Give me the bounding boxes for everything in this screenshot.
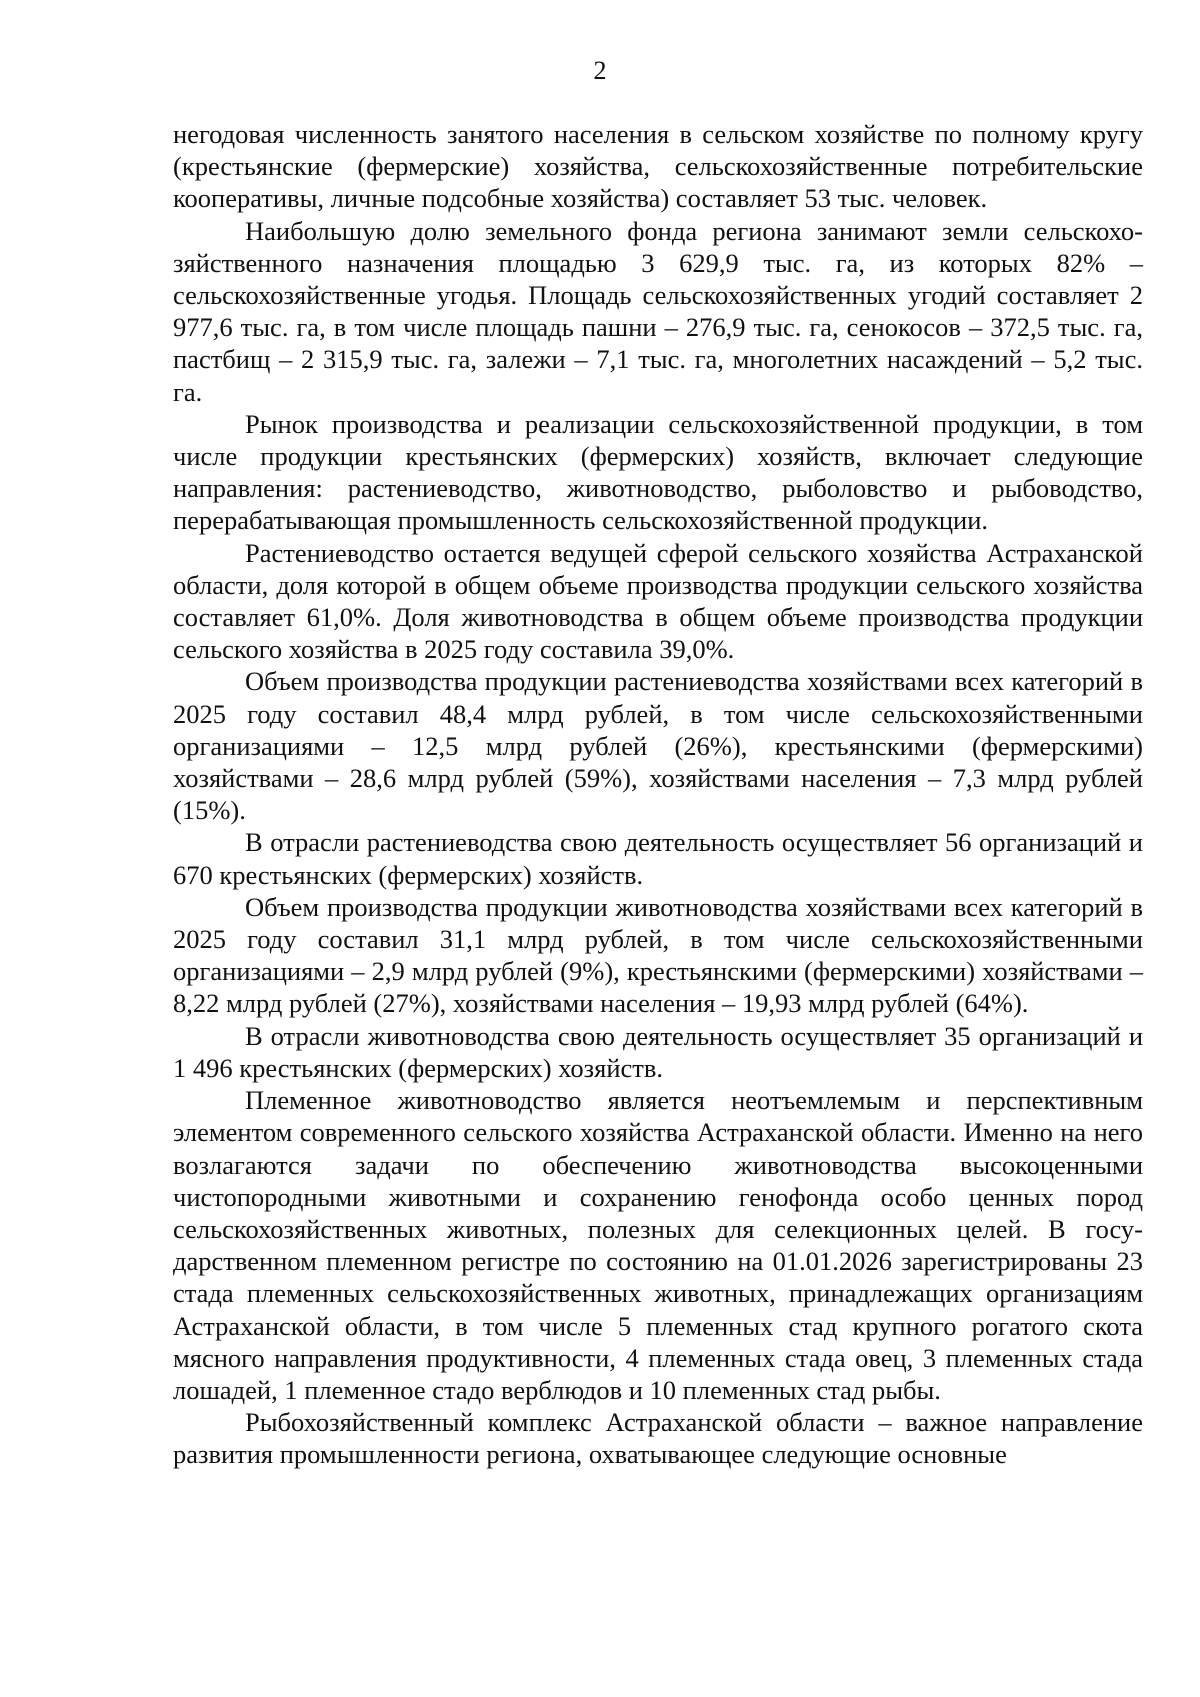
document-body (173, 118, 1143, 1471)
paragraph-fishery: Рыбохозяйственный комплекс Астраханской области – важное направление развития промышленности региона, охватывающее следующие основные (173, 1407, 1143, 1470)
paragraph-crop-organizations: В отрасли растениеводства свою деятельность осуществляет 56 организаций и 670 крестьянских (фермерских) хозяйств. (173, 827, 1143, 890)
page-number: 2 (593, 56, 607, 85)
paragraph-employment: негодовая численность занятого населения в сельском хозяйстве по полному кругу (крестьянские (фермерские) хозяйства, сельскохозяйственные потребительские кооперативы, личные подсобные хозяйства) составляет 53 тыс. человек. (173, 119, 1143, 214)
paragraph-livestock-volume: Объем производства продукции животноводства хозяйствами всех категорий в 2025 году составил 31,1 млрд рублей, в том числе сельскохозяйственными организациями – 2,9 млрд рублей (9%), крестьянскими (фермерскими) хозяйствами – 8,22 млрд рублей (27%), хозяйствами населения – 19,93 млрд рублей (64%). (173, 891, 1143, 1019)
paragraph-crop-share: Растениеводство остается ведущей сферой сельского хозяйства Астраханской области, доля которой в общем объеме производства продукции сельского хозяйства составляет 61,0%. Доля животноводства в общем объеме производства продукции сельского хозяйства в 2025 году составила 39,0%. (173, 537, 1143, 665)
paragraph-crop-volume: Объем производства продукции растениеводства хозяйствами всех категорий в 2025 году составил 48,4 млрд рублей, в том числе сельскохозяйственными организациями – 12,5 млрд рублей (26%), крестьянскими (фермерскими) хозяйствами – 28,6 млрд рублей (59%), хозяйствами населения – 7,3 млрд рублей (15%). (173, 666, 1143, 826)
paragraph-breeding: Племенное животноводство является неотъемлемым и перспективным элементом современного сельского хозяйства Астраханской области. Именно на него возлагаются задачи по обеспечению животноводства высокоценными чистопородными животными и сохранению генофонда особо ценных пород сельскохозяйственных животных, полезных для селекционных целей. В государственном племенном регистре по состоянию на 01.01.2026 зарегистрированы 23 стада племенных сельскохозяйственных животных, принадлежащих организациям Астраханской области, в том числе 5 племенных стад крупного рогатого скота мясного направления продуктивности, 4 племенных стада овец, 3 племенных стада лошадей, 1 племенное стадо верблюдов и 10 племенных стад рыбы. (173, 1085, 1143, 1405)
paragraph-land-fund: Наибольшую долю земельного фонда региона занимают земли сельскохозяйственного назначения площадью 3 629,9 тыс. га, из которых 82% – сельскохозяйственные угодья. Площадь сельскохозяйственных угодий составляет 2 977,6 тыс. га, в том числе площадь пашни – 276,9 тыс. га, сенокосов – 372,5 тыс. га, пастбищ – 2 315,9 тыс. га, залежи – 7,1 тыс. га, многолетних насаждений – 5,2 тыс. га. (173, 215, 1143, 407)
paragraph-market-directions: Рынок производства и реализации сельскохозяйственной продукции, в том числе продукции крестьянских (фермерских) хозяйств, включает следующие направления: растениеводство, животноводство, рыболовство и рыбоводство, перерабатывающая промышленность сельскохозяйственной продукции. (173, 408, 1143, 536)
paragraph-livestock-organizations: В отрасли животноводства свою деятельность осуществляет 35 организаций и 1 496 крестьянских (фермерских) хозяйств. (173, 1020, 1143, 1083)
